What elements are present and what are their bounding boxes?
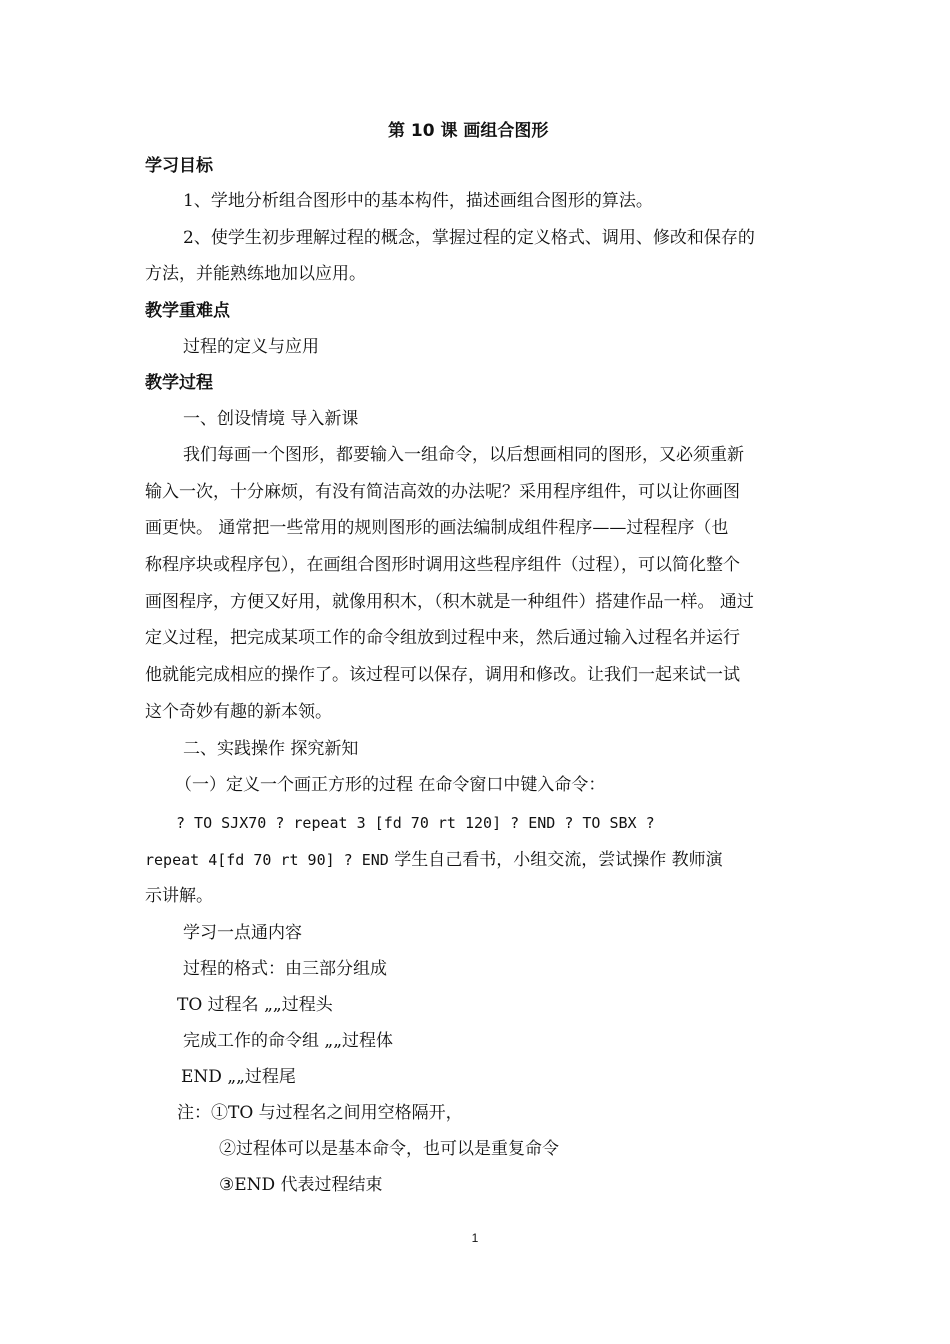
page-title: 第 10 课 画组合图形 [388,121,549,141]
paragraph-line: 他就能完成相应的操作了。该过程可以保存，调用和修改。让我们一起来试一试 [145,665,740,685]
paragraph-line: 这个奇妙有趣的新本领。 [145,702,332,722]
code-line-2-text: 学生自己看书，小组交流，尝试操作 教师演 [388,850,723,870]
paragraph-line: 画图程序，方便又好用，就像用积木，（积木就是一种组件）搭建作品一样。 通过 [145,592,754,612]
paragraph-line: 输入一次，十分麻烦，有没有简洁高效的办法呢？采用程序组件，可以让你画图 [145,482,740,502]
code-line-1: ? TO SJX70 ? repeat 3 [fd 70 rt 120] ? END ? TO SBX ? [176,814,655,832]
objective-2-line2: 方法，并能熟练地加以应用。 [145,264,366,284]
objective-1: 1、学地分析组合图形中的基本构件，描述画组合图形的算法。 [183,191,653,211]
format-body: 完成工作的命令组 „„过程体 [183,1031,394,1051]
page-number: 1 [471,1231,479,1245]
step-1-heading: 一、创设情境 导入新课 [183,409,359,429]
note-1: 注：①TO 与过程名之间用空格隔开， [177,1103,463,1123]
objectives-heading: 学习目标 [145,156,213,176]
paragraph-line: 称程序块或程序包），在画组合图形时调用这些程序组件（过程），可以简化整个 [145,555,740,575]
sub-step-1: （一）定义一个画正方形的过程 在命令窗口中键入命令： [175,775,606,795]
paragraph-line: 画更快。 通常把一些常用的规则图形的画法编制成组件程序——过程程序（也 [145,518,729,538]
format-end: END „„过程尾 [181,1067,296,1087]
paragraph-line: 定义过程，把完成某项工作的命令组放到过程中来，然后通过输入过程名并运行 [145,628,740,648]
code-line-2 [145,849,723,871]
note-3: ③END 代表过程结束 [219,1175,383,1195]
key-points-heading: 教学重难点 [145,301,230,321]
format-intro: 过程的格式：由三部分组成 [183,959,387,979]
key-points-text: 过程的定义与应用 [183,337,319,357]
note-2: ②过程体可以是基本命令，也可以是重复命令 [219,1139,559,1159]
objective-2-line1: 2、使学生初步理解过程的概念，掌握过程的定义格式、调用、修改和保存的 [183,228,755,248]
code-line-3: 示讲解。 [145,886,213,906]
step-2-heading: 二、实践操作 探究新知 [183,739,359,759]
code-line-2-code: repeat 4[fd 70 rt 90] ? END [145,851,389,869]
format-head: TO 过程名 „„过程头 [177,995,333,1015]
tip-title: 学习一点通内容 [183,923,302,943]
paragraph-line: 我们每画一个图形，都要输入一组命令，以后想画相同的图形，又必须重新 [183,445,744,465]
process-heading: 教学过程 [145,373,213,393]
